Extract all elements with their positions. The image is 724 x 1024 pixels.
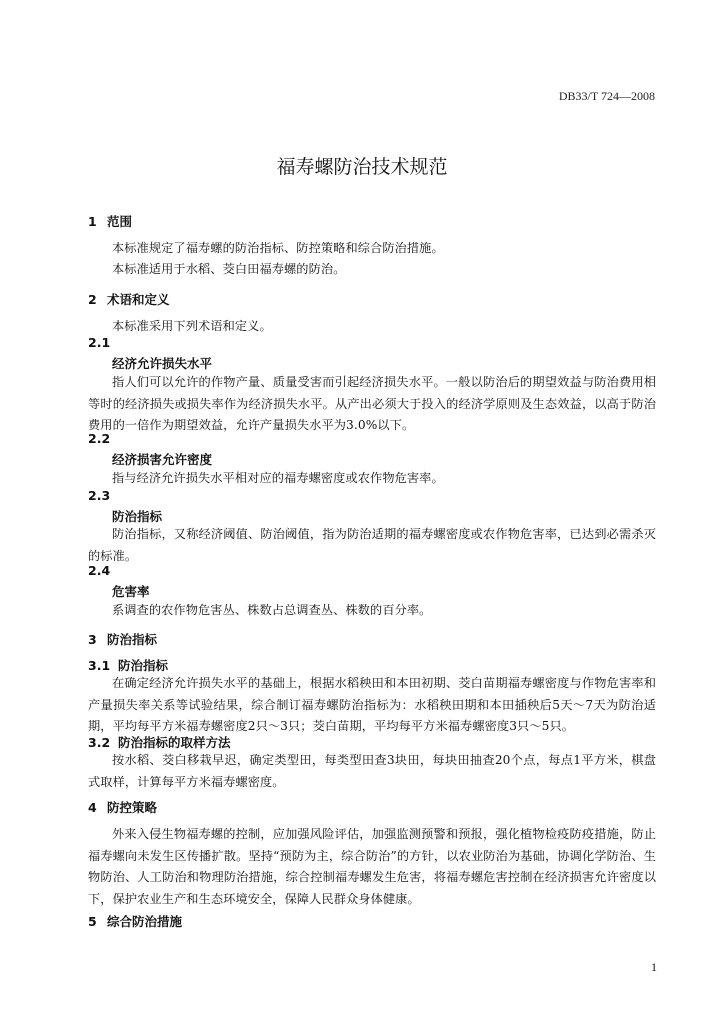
paragraph: 本标准适用于水稻、茭白田福寿螺的防治。 (112, 262, 346, 276)
document-title: 福寿螺防治技术规范 (276, 156, 448, 178)
term-definition: 防治指标，又称经济阈值、防治阈值，指为防治适期的福寿螺密度或农作物危害率，已达到必需杀灭的标准。 (88, 527, 656, 563)
section-heading-2 (88, 290, 170, 308)
paragraph: 本标准规定了福寿螺的防治指标、防控策略和综合防治措施。 (112, 241, 444, 255)
term-number: 2.3 (88, 488, 111, 503)
standard-code: DB33/T 724—2008 (558, 89, 655, 103)
term-definition: 指与经济允许损失水平相对应的福寿螺密度或农作物危害率。 (112, 471, 444, 485)
subsection-number: 3.2 (88, 735, 111, 750)
subsection-number: 3.1 (88, 658, 111, 673)
term-definition: 指人们可以允许的作物产量、质量受害而引起经济损失水平。一般以防治后的期望效益与防治费用相等时的经济损失或损失率作为经济损失水平。从产出必须大于投入的经济学原则及生态效益，以高于防治费用的一倍作为期望效益，允许产量损失水平为3.0%以下。 (88, 375, 656, 433)
page-number: 1 (651, 960, 657, 974)
section-title: 综合防治措施 (107, 914, 183, 929)
paragraph: 按水稻、茭白移栽早迟，确定类型田，每类型田查3块田，每块田抽查20个点，每点1平方米，棋盘式取样，计算每平方米福寿螺密度。 (88, 753, 656, 789)
subsection-heading-3-1 (88, 656, 168, 674)
subsection-title: 防治指标 (118, 658, 169, 673)
section-title: 防控策略 (107, 800, 158, 815)
term-number: 2.4 (88, 563, 111, 578)
section-title: 防治指标 (107, 632, 158, 647)
term-name: 防治指标 (112, 509, 163, 524)
paragraph: 在确定经济允许损失水平的基础上，根据水稻秧田和本田初期、茭白苗期福寿螺密度与作物危害率和产量损失率关系等试验结果，综合制订福寿螺防治指标为：水稻秧田期和本田插秧后5天～7天为防治适期，平均每平方米福寿螺密度2只～3只；茭白苗期，平均每平方米福寿螺密度3只～5只。 (88, 676, 656, 734)
section-number: 2 (88, 292, 97, 307)
section-heading-4 (88, 798, 157, 816)
paragraph: 外来入侵生物福寿螺的控制，应加强风险评估，加强监测预警和预报，强化植物检疫防疫措施，防止福寿螺向未发生区传播扩散。坚持“预防为主，综合防治”的方针，以农业防治为基础，协调化学防治、生物防治、人工防治和物理防治措施，综合控制福寿螺发生危害，将福寿螺危害控制在经济损害允许密度以下，保护农业生产和生态环境安全，保障人民群众身体健康。 (88, 827, 656, 906)
section-number: 3 (88, 632, 97, 647)
term-name: 经济允许损失水平 (112, 356, 213, 371)
section-number: 5 (88, 914, 97, 929)
section-heading-3 (88, 630, 157, 648)
section-heading-5 (88, 912, 182, 930)
subsection-heading-3-2 (88, 733, 231, 751)
term-number: 2.1 (88, 335, 111, 350)
subsection-title: 防治指标的取样方法 (118, 735, 231, 750)
section-title: 术语和定义 (107, 292, 170, 307)
paragraph: 本标准采用下列术语和定义。 (112, 319, 272, 333)
section-heading-1 (88, 212, 132, 230)
term-definition: 系调查的农作物危害丛、株数占总调查丛、株数的百分率。 (112, 603, 432, 617)
term-number: 2.2 (88, 431, 111, 446)
section-number: 4 (88, 800, 97, 815)
term-name: 经济损害允许密度 (112, 452, 213, 467)
term-name: 危害率 (112, 584, 150, 599)
section-title: 范围 (107, 214, 133, 229)
section-number: 1 (88, 214, 97, 229)
